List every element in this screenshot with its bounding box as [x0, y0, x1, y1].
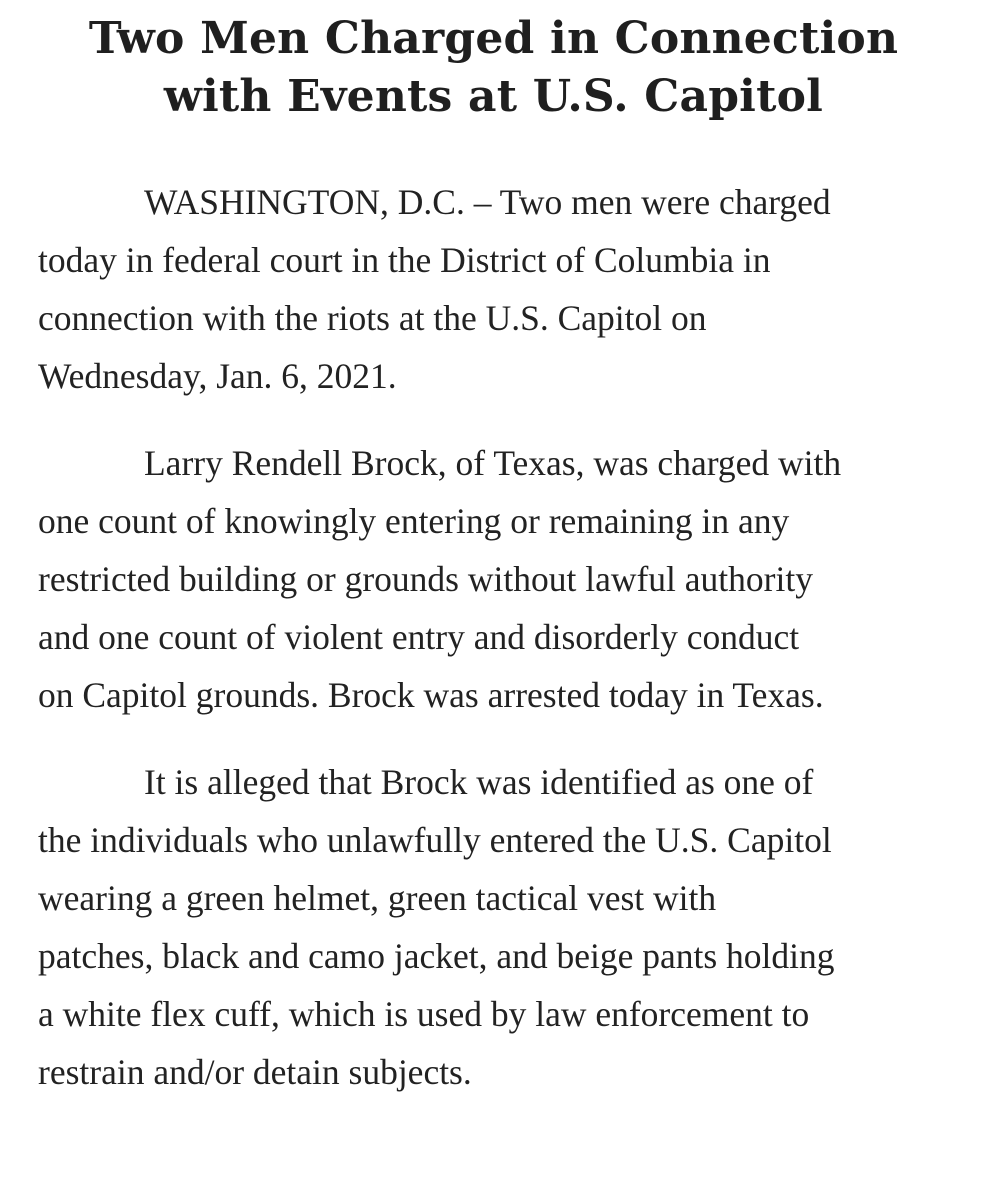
article-title-line: Two Men Charged in Connection: [88, 13, 899, 64]
paragraph-line: Larry Rendell Brock, of Texas, was charged with: [144, 443, 842, 483]
article-title-line: with Events at U.S. Capitol: [163, 71, 824, 122]
paragraph-line: one count of knowingly entering or remaining in any: [38, 501, 790, 541]
paragraph-line: patches, black and camo jacket, and beige pants holding: [38, 936, 835, 976]
paragraph-line: and one count of violent entry and disorderly conduct: [38, 617, 800, 657]
paragraph-line: restrain and/or detain subjects.: [38, 1052, 472, 1092]
paragraph-line: a white flex cuff, which is used by law enforcement to: [38, 994, 810, 1034]
paragraph-line: the individuals who unlawfully entered the U.S. Capitol: [38, 820, 832, 860]
paragraph-allegation: [38, 753, 949, 1101]
paragraph-line: restricted building or grounds without lawful authority: [38, 559, 813, 599]
paragraph-line: It is alleged that Brock was identified as one of: [144, 762, 814, 802]
paragraph-intro: [38, 173, 949, 405]
paragraph-line: wearing a green helmet, green tactical vest with: [38, 878, 717, 918]
paragraph-line: on Capitol grounds. Brock was arrested today in Texas.: [38, 675, 824, 715]
article-body: [38, 173, 949, 1101]
paragraph-charges: [38, 434, 949, 724]
paragraph-line: today in federal court in the District of Columbia in: [38, 240, 771, 280]
paragraph-line: WASHINGTON, D.C. – Two men were charged: [144, 182, 831, 222]
paragraph-line: Wednesday, Jan. 6, 2021.: [38, 356, 397, 396]
article-title: [38, 0, 949, 126]
paragraph-line: connection with the riots at the U.S. Capitol on: [38, 298, 707, 338]
